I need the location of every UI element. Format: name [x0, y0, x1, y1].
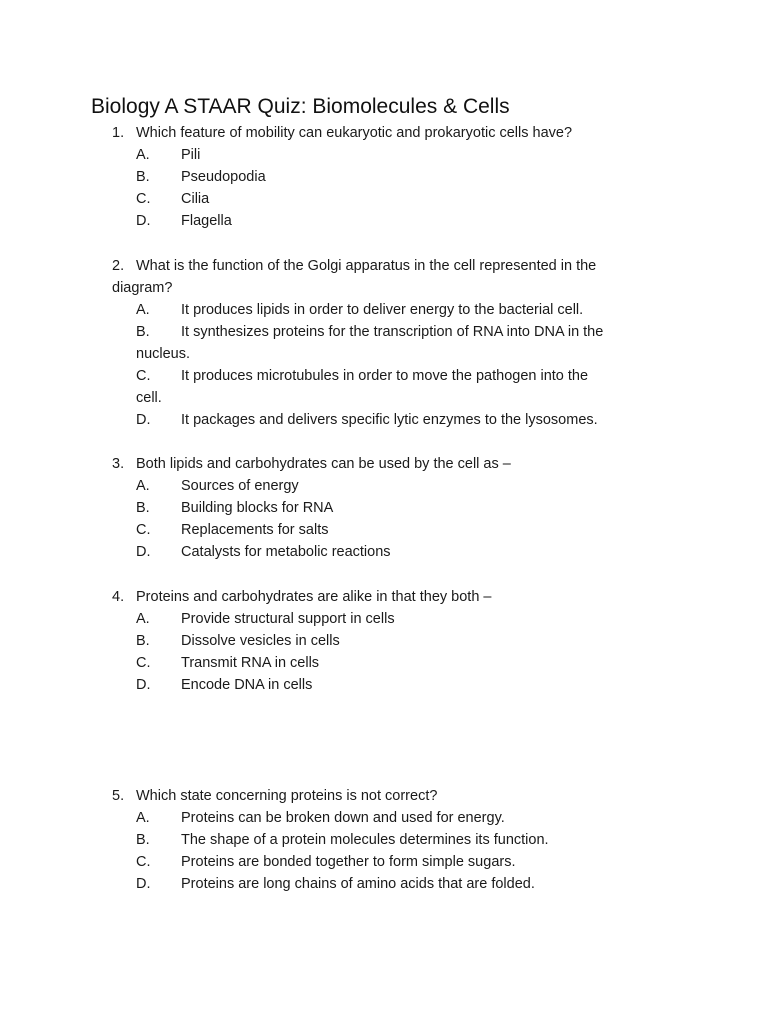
question-number: 4.	[112, 589, 125, 605]
option-text: Catalysts for metabolic reactions	[181, 544, 391, 560]
option-text: Replacements for salts	[181, 522, 329, 538]
option-a	[136, 299, 603, 321]
option-letter: D.	[136, 876, 151, 892]
option-letter: A.	[136, 611, 150, 627]
option-text: Cilia	[181, 191, 210, 207]
question-5	[112, 785, 549, 895]
option-b	[136, 497, 511, 519]
option-letter: C.	[136, 368, 151, 384]
page-title: Biology A STAAR Quiz: Biomolecules & Cells	[91, 95, 510, 118]
option-letter: B.	[136, 324, 150, 340]
option-c	[136, 519, 511, 541]
question-number: 5.	[112, 788, 125, 804]
question-1	[112, 122, 572, 232]
option-letter: A.	[136, 302, 150, 318]
question-number: 2.	[112, 258, 125, 274]
option-letter: B.	[136, 169, 150, 185]
option-letter: C.	[136, 191, 151, 207]
option-text: Proteins can be broken down and used for energy.	[181, 810, 505, 826]
option-letter: B.	[136, 500, 150, 516]
option-text: Building blocks for RNA	[181, 500, 334, 516]
option-letter: C.	[136, 522, 151, 538]
question-stem	[112, 122, 572, 144]
option-text: Pili	[181, 147, 201, 163]
question-text: Which state concerning proteins is not correct?	[136, 788, 438, 804]
option-b	[136, 321, 603, 343]
question-3	[112, 453, 511, 563]
option-text-continued: nucleus.	[136, 346, 191, 362]
option-d	[136, 873, 549, 895]
option-text: Proteins are bonded together to form simple sugars.	[181, 854, 516, 870]
option-letter: D.	[136, 412, 151, 428]
option-letter: D.	[136, 677, 151, 693]
option-text: Proteins are long chains of amino acids that are folded.	[181, 876, 535, 892]
option-letter: A.	[136, 478, 150, 494]
question-stem	[112, 785, 549, 807]
question-text: What is the function of the Golgi apparatus in the cell represented in the	[136, 258, 597, 274]
question-text: Both lipids and carbohydrates can be used by the cell as –	[136, 456, 511, 472]
option-d	[136, 409, 603, 431]
option-letter: C.	[136, 854, 151, 870]
option-a	[136, 144, 572, 166]
option-text: It produces lipids in order to deliver energy to the bacterial cell.	[181, 302, 584, 318]
option-text: Pseudopodia	[181, 169, 266, 185]
question-stem	[112, 453, 511, 475]
option-a	[136, 807, 549, 829]
question-4	[112, 586, 491, 696]
option-text: Flagella	[181, 213, 232, 229]
option-text: It synthesizes proteins for the transcription of RNA into DNA in the	[181, 324, 604, 340]
question-text: Which feature of mobility can eukaryotic and prokaryotic cells have?	[136, 125, 573, 141]
option-letter: B.	[136, 633, 150, 649]
option-letter: B.	[136, 832, 150, 848]
option-text-continued: cell.	[136, 390, 162, 406]
option-c	[136, 851, 549, 873]
option-c	[136, 365, 603, 387]
option-letter: A.	[136, 810, 150, 826]
option-text: Provide structural support in cells	[181, 611, 395, 627]
option-a	[136, 608, 491, 630]
option-a	[136, 475, 511, 497]
question-text: Proteins and carbohydrates are alike in that they both –	[136, 589, 492, 605]
option-text: It packages and delivers specific lytic enzymes to the lysosomes.	[181, 412, 598, 428]
option-c	[136, 652, 491, 674]
option-text: Dissolve vesicles in cells	[181, 633, 340, 649]
question-text-continued: diagram?	[112, 280, 173, 296]
option-c	[136, 188, 572, 210]
question-stem	[112, 586, 491, 608]
option-d	[136, 541, 511, 563]
option-b	[136, 630, 491, 652]
question-2	[112, 255, 603, 431]
option-d	[136, 674, 491, 696]
option-b	[136, 166, 572, 188]
option-letter: D.	[136, 213, 151, 229]
option-text: Encode DNA in cells	[181, 677, 313, 693]
option-text: The shape of a protein molecules determines its function.	[181, 832, 549, 848]
question-stem	[112, 255, 603, 277]
option-letter: A.	[136, 147, 150, 163]
option-b	[136, 829, 549, 851]
question-number: 1.	[112, 125, 125, 141]
option-text: It produces microtubules in order to move the pathogen into the	[181, 368, 589, 384]
option-letter: C.	[136, 655, 151, 671]
question-number: 3.	[112, 456, 125, 472]
option-text: Transmit RNA in cells	[181, 655, 320, 671]
option-d	[136, 210, 572, 232]
option-text: Sources of energy	[181, 478, 299, 494]
option-letter: D.	[136, 544, 151, 560]
